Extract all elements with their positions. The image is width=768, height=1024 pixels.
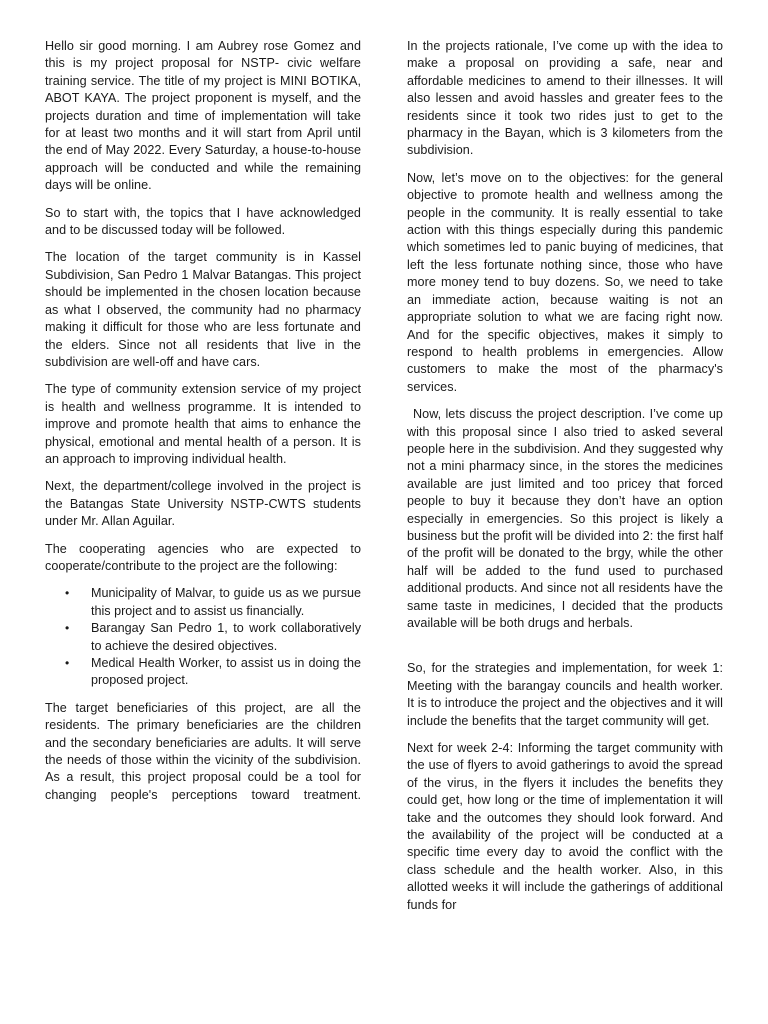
list-item bbox=[45, 585, 361, 620]
agencies-list bbox=[45, 585, 361, 689]
agency-text: Barangay San Pedro 1, to work collaboratively to achieve the desired objectives. bbox=[91, 621, 361, 653]
agencies-intro-paragraph: The cooperating agencies who are expected to cooperate/contribute to the project are the following: bbox=[45, 541, 361, 573]
location-paragraph: The location of the target community is in Kassel Subdivision, San Pedro 1 Malvar Batangas. This project should be implemented in the chosen location because as what I observed, the community had no pharmacy making it difficult for those who are less fortunate and the elders. Since not all residents that live in the subdivision are well-off and have cars. bbox=[45, 250, 361, 369]
intro-paragraph: Hello sir good morning. I am Aubrey rose Gomez and this is my project proposal for NSTP- civic welfare training service. The title of my project is MINI BOTIKA, ABOT KAYA. The project proponent is myself, and the projects duration and time of implementation will take for at least two months and it will start from April until the end of May 2022. Every Saturday, a house-to-house approach will be conducted and while the remaining days will be online. bbox=[45, 39, 361, 193]
rationale-paragraph: In the projects rationale, I’ve come up with the idea to make a proposal on providing a safe, near and affordable medicines to amend to their illnesses. It will also lessen and avoid hassles and greater fees to the residents since it took two rides just to get to the pharmacy in the Bayan, which is 3 kilometers from the subdivision. bbox=[407, 39, 723, 158]
department-paragraph: Next, the department/college involved in the project is the Batangas State University NSTP-CWTS students under Mr. Allan Aguilar. bbox=[45, 479, 361, 529]
agency-text: Municipality of Malvar, to guide us as we pursue this project and to assist us financially. bbox=[91, 586, 361, 618]
list-item bbox=[45, 655, 361, 690]
objectives-paragraph: Now, let’s move on to the objectives: for the general objective to promote health and wellness among the people in the community. It is really essential to take action with this things especially during this pandemic which sometimes led to panic buying of medicines, that left the less fortunate nothing since, those who have more money tend to buy dozens. So, we need to take an immediate action, because waiting is not an appropriate solution to what we are facing right now. And for the specific objectives, makes it simply to respond to health problems in emergencies. Allow customers to make the most of the pharmacy's services. bbox=[407, 170, 723, 394]
week-2-4-paragraph: Next for week 2-4: Informing the target community with the use of flyers to avoid gatherings to avoid the spread of the virus, in the flyers it includes the benefits they could get, how long or the time of implementation it will take and the outcomes they should look forward. And the availability of the project will be conducted at a specific time every day to avoid the conflict with the class schedule and the health worker. Also, in this allotted weeks it will include the gatherings of additional funds for bbox=[407, 741, 723, 912]
spacer bbox=[407, 642, 723, 660]
bullet-icon: • bbox=[65, 621, 70, 636]
beneficiaries-paragraph: The target beneficiaries of this project, are all the residents. The primary beneficiaries are the children and the secondary beneficiaries are adults. It will serve the needs of those within the vicinity of the subdivision. As a result, this project proposal could be a tool for changing people's perceptions toward treatment. bbox=[45, 700, 361, 802]
bullet-icon: • bbox=[65, 656, 70, 670]
topics-paragraph: So to start with, the topics that I have acknowledged and to be discussed today will be followed. bbox=[45, 205, 361, 238]
right-column bbox=[407, 38, 723, 924]
agency-text: Medical Health Worker, to assist us in doing the proposed project. bbox=[91, 656, 361, 688]
service-type-paragraph: The type of community extension service of my project is health and wellness programme. It is intended to improve and promote health that aims to enhance the physical, emotional and mental health of a person. It is an approach to improving individual health. bbox=[45, 382, 361, 466]
description-paragraph: Now, lets discuss the project description. I’ve come up with this proposal since I also tried to asked several people here in the subdivision. And they suggested why not a mini pharmacy since, in the stores the medicines available are just limited and too pricey that forced people to buy it because they don’t have an option especially in emergencies. So this project is likely a business but the profit will be divided into 2: the first half of the profit will be donated to the brgy, while the other half will be added to the fund used to purchased additional products. And since not all residents have the same taste in medicines, I decided that the products available will be both drugs and herbals. bbox=[407, 407, 723, 630]
list-item bbox=[45, 620, 361, 655]
left-column bbox=[45, 38, 361, 814]
bullet-icon: • bbox=[65, 586, 70, 601]
strategies-paragraph: So, for the strategies and implementation, for week 1: Meeting with the barangay councils and health worker. It is to introduce the project and the objectives and it will include the benefits that the target community will get. bbox=[407, 661, 723, 728]
